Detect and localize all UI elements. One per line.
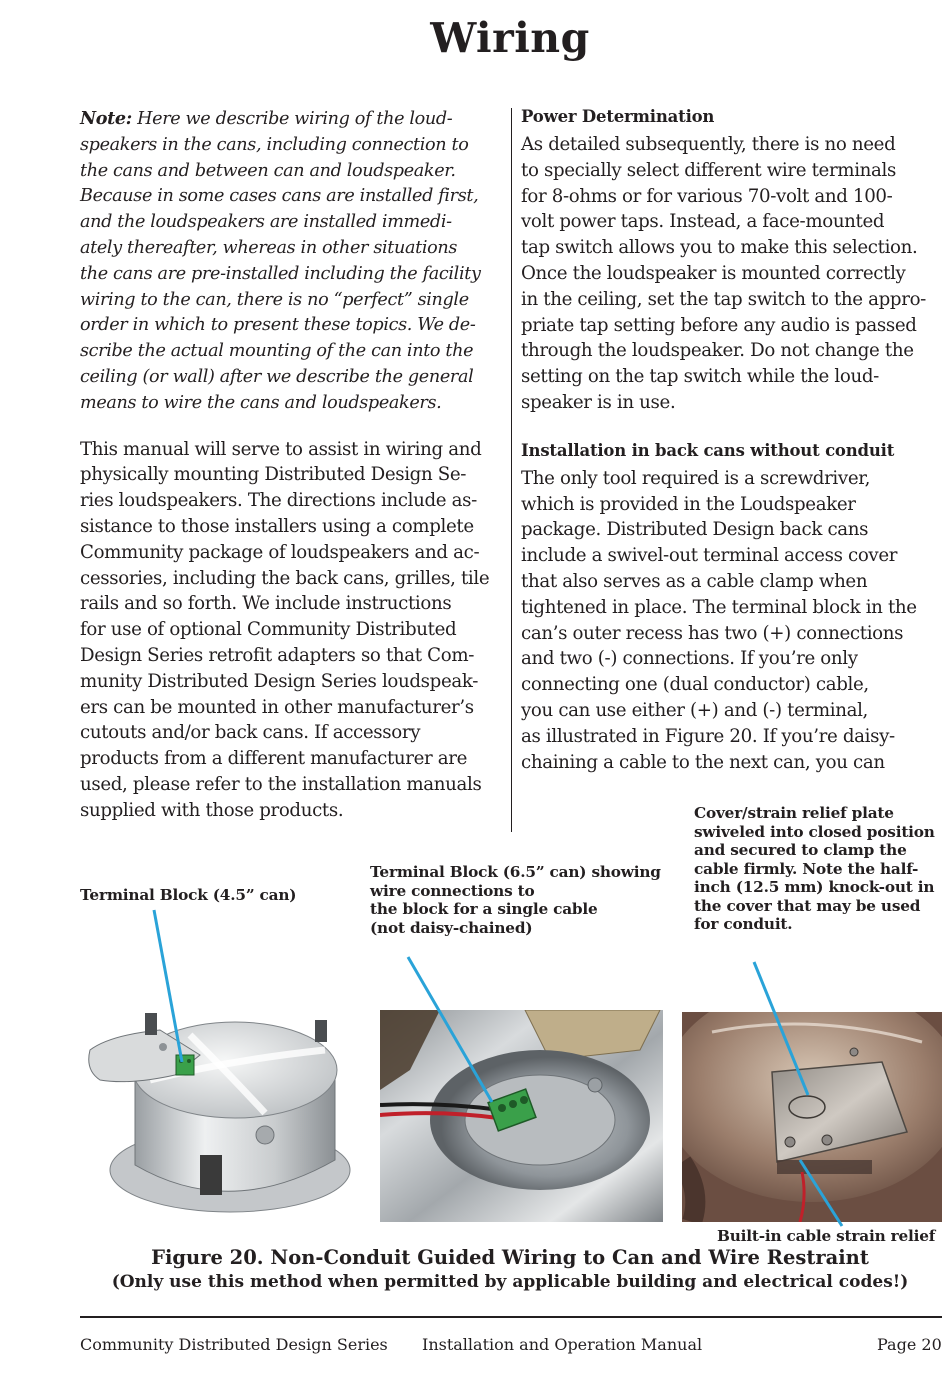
para-line: package. Distributed Design back cans [521, 519, 869, 541]
power-heading: Power Determination [521, 107, 715, 126]
para-line: for 8-ohms or for various 70-volt and 100- [521, 185, 893, 207]
para-line: supplied with those products. [80, 799, 344, 821]
callout-line: Terminal Block (4.5” can) [80, 886, 297, 904]
install-heading: Installation in back cans without conduit [521, 440, 895, 460]
footer-series: Community Distributed Design Series [80, 1335, 388, 1354]
note-line: speakers in the cans, including connection to [80, 134, 469, 155]
note-line: means to wire the cans and loudspeakers. [80, 392, 442, 413]
para-line: tap switch allows you to make this selection. [521, 237, 918, 259]
para-line: Once the loudspeaker is mounted correctly [521, 262, 906, 284]
para-line: Community package of loudspeakers and ac- [80, 541, 480, 563]
para-line: priate tap setting before any audio is passed [521, 314, 917, 336]
para-line: for use of optional Community Distributed [80, 619, 457, 641]
leader-line-1 [154, 910, 182, 1062]
para-line: volt power taps. Instead, a face-mounted [521, 211, 885, 233]
footer-rule [80, 1316, 942, 1318]
figure-subcaption: (Only use this method when permitted by applicable building and electrical codes!) [111, 1272, 909, 1292]
para-line: connecting one (dual conductor) cable, [521, 674, 869, 696]
para-line: and two (-) connections. If you’re only [521, 648, 858, 670]
note-line: Here we describe wiring of the loud- [137, 109, 453, 129]
callout-line: Cover/strain relief plate [694, 804, 894, 822]
para-line: Design Series retrofit adapters so that Com- [80, 644, 475, 666]
para-line: The only tool required is a screwdriver, [521, 467, 871, 489]
para-line: ries loudspeakers. The directions include as- [80, 490, 477, 512]
callout-line: swiveled into closed position [694, 822, 935, 841]
leader-line-3 [754, 962, 808, 1095]
para-line: munity Distributed Design Series loudspeak- [80, 670, 479, 692]
note-line: scribe the actual mounting of the can into the [80, 341, 474, 362]
callout-line: cable firmly. Note the half- [694, 859, 919, 878]
para-line: cessories, including the back cans, grilles, tile [80, 567, 490, 589]
callout-line: wire connections to [370, 881, 535, 900]
para-line: used, please refer to the installation manuals [80, 773, 482, 795]
para-line: As detailed subsequently, there is no need [521, 134, 896, 155]
para-line: speaker is in use. [521, 391, 676, 413]
para-line: you can use either (+) and (-) terminal, [521, 699, 868, 721]
callout-line: the cover that may be used [694, 896, 921, 915]
para-line: sistance to those installers using a complete [80, 515, 474, 537]
note-label: Note: [80, 108, 132, 129]
callout-line: and secured to clamp the [694, 841, 907, 859]
callout-line: for conduit. [694, 915, 793, 933]
footer-manual: Installation and Operation Manual [422, 1335, 703, 1354]
para-line: can’s outer recess has two (+) connections [521, 622, 904, 644]
para-line: rails and so forth. We include instructions [80, 593, 452, 615]
callout-line: the block for a single cable [370, 900, 598, 918]
page-title: Wiring [430, 14, 590, 62]
note-line: the cans and between can and loudspeaker. [80, 160, 456, 181]
para-line: to specially select different wire terminals [521, 159, 896, 181]
leader-line-4 [800, 1160, 842, 1226]
para-line: products from a different manufacturer are [80, 748, 468, 770]
note-line: ately thereafter, whereas in other situations [80, 237, 458, 258]
para-line: through the loudspeaker. Do not change the [521, 340, 914, 362]
figure-caption: Figure 20. Non-Conduit Guided Wiring to Can and Wire Restraint [151, 1246, 869, 1269]
callout-line: inch (12.5 mm) knock-out in [694, 878, 935, 896]
para-line: as illustrated in Figure 20. If you’re daisy- [521, 725, 895, 747]
note-line: Because in some cases cans are installed first, [80, 186, 479, 207]
para-line: setting on the tap switch while the loud- [521, 366, 879, 388]
para-line: tightened in place. The terminal block in the [521, 596, 917, 618]
para-line: cutouts and/or back cans. If accessory [80, 722, 421, 744]
note-line: wiring to the can, there is no “perfect” single [80, 289, 469, 310]
note-line: order in which to present these topics. We de- [80, 315, 476, 336]
leader-line-2 [408, 957, 492, 1102]
para-line: include a swivel-out terminal access cover [521, 545, 898, 567]
note-line: ceiling (or wall) after we describe the general [80, 366, 474, 387]
para-line: ers can be mounted in other manufacturer’s [80, 696, 474, 718]
para-line: which is provided in the Loudspeaker [521, 493, 856, 515]
para-line: in the ceiling, set the tap switch to the appro- [521, 288, 926, 310]
callout-line: Terminal Block (6.5” can) showing [370, 863, 661, 881]
callout-line: Built-in cable strain relief [717, 1227, 936, 1245]
para-line: physically mounting Distributed Design Se- [80, 464, 467, 486]
para-line: This manual will serve to assist in wiring and [80, 438, 482, 460]
callout-line: (not daisy-chained) [370, 918, 533, 937]
footer-page-number: Page 20 [877, 1335, 942, 1354]
note-line: the cans are pre-installed including the facility [80, 263, 481, 284]
para-line: that also serves as a cable clamp when [521, 570, 868, 592]
para-line: chaining a cable to the next can, you can [521, 751, 885, 773]
note-line: and the loudspeakers are installed immedi- [80, 212, 452, 233]
